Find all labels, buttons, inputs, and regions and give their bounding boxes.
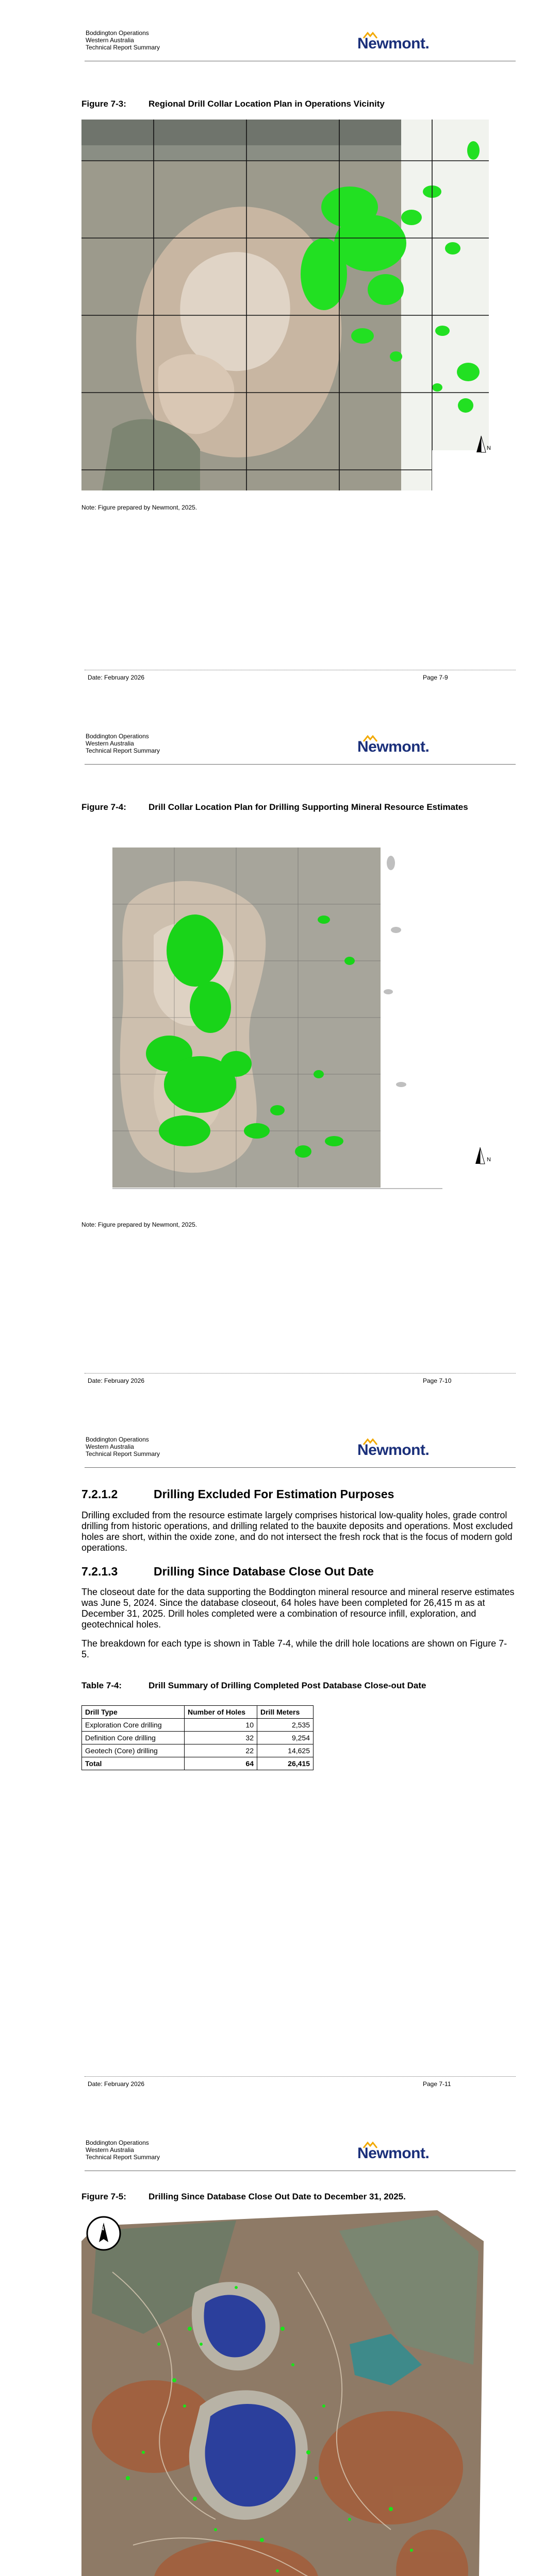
section-number: 7.2.1.2 [81,1487,118,1501]
figure-7-4-note: Note: Figure prepared by Newmont, 2025. [81,1221,197,1228]
newmont-logo [357,31,446,57]
table-total-row [82,1757,314,1770]
table-7-4-title: Drill Summary of Drilling Completed Post Database Close-out Date [149,1681,426,1690]
table-cell: 32 [185,1732,257,1744]
section-title: Drilling Since Database Close Out Date [154,1565,374,1578]
section-title: Drilling Excluded For Estimation Purposes [154,1487,394,1501]
table-cell: Exploration Core drilling [82,1719,185,1732]
figure-7-5-title: Drilling Since Database Close Out Date to December 31, 2025. [149,2192,406,2201]
newmont-logo [357,734,446,760]
table-cell: 9,254 [257,1732,314,1744]
table-header-cell: Drill Meters [257,1706,314,1719]
newmont-logo-text: Newmont. [357,738,430,755]
figure-7-3-note: Note: Figure prepared by Newmont, 2025. [81,504,197,511]
table-cell: Total [82,1757,185,1770]
north-arrow-icon [473,1146,487,1165]
table-header-cell: Drill Type [82,1706,185,1719]
figure-7-5-caption [81,2191,473,2202]
header-line-1: Boddington Operations [86,1436,149,1443]
footer-rule [85,1373,516,1374]
header-line-1: Boddington Operations [86,733,149,740]
report-page-2 [0,703,544,1406]
header-line-2: Western Australia [86,1443,134,1450]
table-cell: Definition Core drilling [82,1732,185,1744]
table-cell: 14,625 [257,1744,314,1757]
footer-page-number: Page 7-9 [423,674,448,681]
table-row [82,1719,314,1732]
north-arrow-icon [474,435,488,453]
report-page-1 [0,0,544,703]
section-7-2-1-3-body-1: The closeout date for the data supporting the Boddington mineral resource and mineral reserve estimates was June 5, 2024. Since the database closeout, 64 holes have been completed for 26,415 m as at December 31, 2025. Drill holes completed were a combination of resource infill, exploration, and geotechnical holes. [81,1587,515,1630]
section-number: 7.2.1.3 [81,1565,118,1578]
section-7-2-1-3-body-2: The breakdown for each type is shown in Table 7-4, while the drill hole locations are shown on Figure 7-5. [81,1638,507,1659]
section-7-2-1-3-heading [81,1565,374,1579]
newmont-logo [357,2141,446,2166]
header-line-3: Technical Report Summary [86,44,160,51]
north-arrow-icon [86,2215,122,2251]
header-line-2: Western Australia [86,740,134,747]
table-7-4-caption [81,1681,426,1691]
header-line-2: Western Australia [86,2146,134,2154]
newmont-logo-text: Newmont. [357,1442,430,1459]
page-header-text [86,29,160,51]
page-header-text [86,2139,160,2161]
footer-page-number: Page 7-10 [423,1377,452,1384]
footer-page-number: Page 7-11 [423,2080,451,2088]
table-cell: 64 [185,1757,257,1770]
newmont-logo [357,1437,446,1463]
table-header-row [82,1706,314,1719]
figure-7-3-title: Regional Drill Collar Location Plan in Operations Vicinity [149,99,385,109]
table-cell: 10 [185,1719,257,1732]
table-7-4-number: Table 7-4: [81,1681,122,1690]
north-label: N [487,445,491,451]
north-label: N [100,2226,104,2232]
figure-7-3-map [81,120,489,490]
north-label: N [487,1157,491,1163]
table-cell: Geotech (Core) drilling [82,1744,185,1757]
section-7-2-1-2-heading [81,1487,394,1501]
header-line-3: Technical Report Summary [86,747,160,754]
figure-7-4-number: Figure 7-4: [81,802,126,812]
figure-7-3-caption [81,98,473,109]
figure-7-4-map [81,842,509,1213]
table-row [82,1744,314,1757]
header-line-1: Boddington Operations [86,2139,149,2146]
table-cell: 22 [185,1744,257,1757]
figure-7-5-map [81,2210,484,2576]
report-page-4 [0,2110,544,2576]
drill-summary-table [81,1705,314,1770]
newmont-logo-text: Newmont. [357,2145,430,2162]
page-header-text [86,1436,160,1458]
table-header-cell: Number of Holes [185,1706,257,1719]
newmont-logo-text: Newmont. [357,35,430,52]
header-line-3: Technical Report Summary [86,1450,160,1458]
table-cell: 26,415 [257,1757,314,1770]
footer-rule [85,2076,516,2077]
header-line-2: Western Australia [86,37,134,44]
header-line-1: Boddington Operations [86,29,149,37]
figure-7-4-title: Drill Collar Location Plan for Drilling Supporting Mineral Resource Estimates [149,802,468,812]
footer-date: Date: February 2026 [88,1377,145,1384]
footer-date: Date: February 2026 [88,674,145,681]
table-cell: 2,535 [257,1719,314,1732]
section-7-2-1-2-body: Drilling excluded from the resource estimate largely comprises historical low-quality holes, grade control drilling from historic operations, and drilling related to the bauxite deposits and operations. Most excluded holes are short, within the oxide zone, and do not intersect the fresh rock that is the focus of modern gold operations. [81,1510,513,1553]
header-rule [85,1467,516,1468]
figure-7-5-number: Figure 7-5: [81,2192,126,2201]
header-rule [85,764,516,765]
page-header-text [86,733,160,754]
figure-7-3-number: Figure 7-3: [81,99,126,109]
header-line-3: Technical Report Summary [86,2154,160,2161]
figure-7-4-caption [81,802,473,812]
table-row [82,1732,314,1744]
footer-date: Date: February 2026 [88,2080,145,2088]
